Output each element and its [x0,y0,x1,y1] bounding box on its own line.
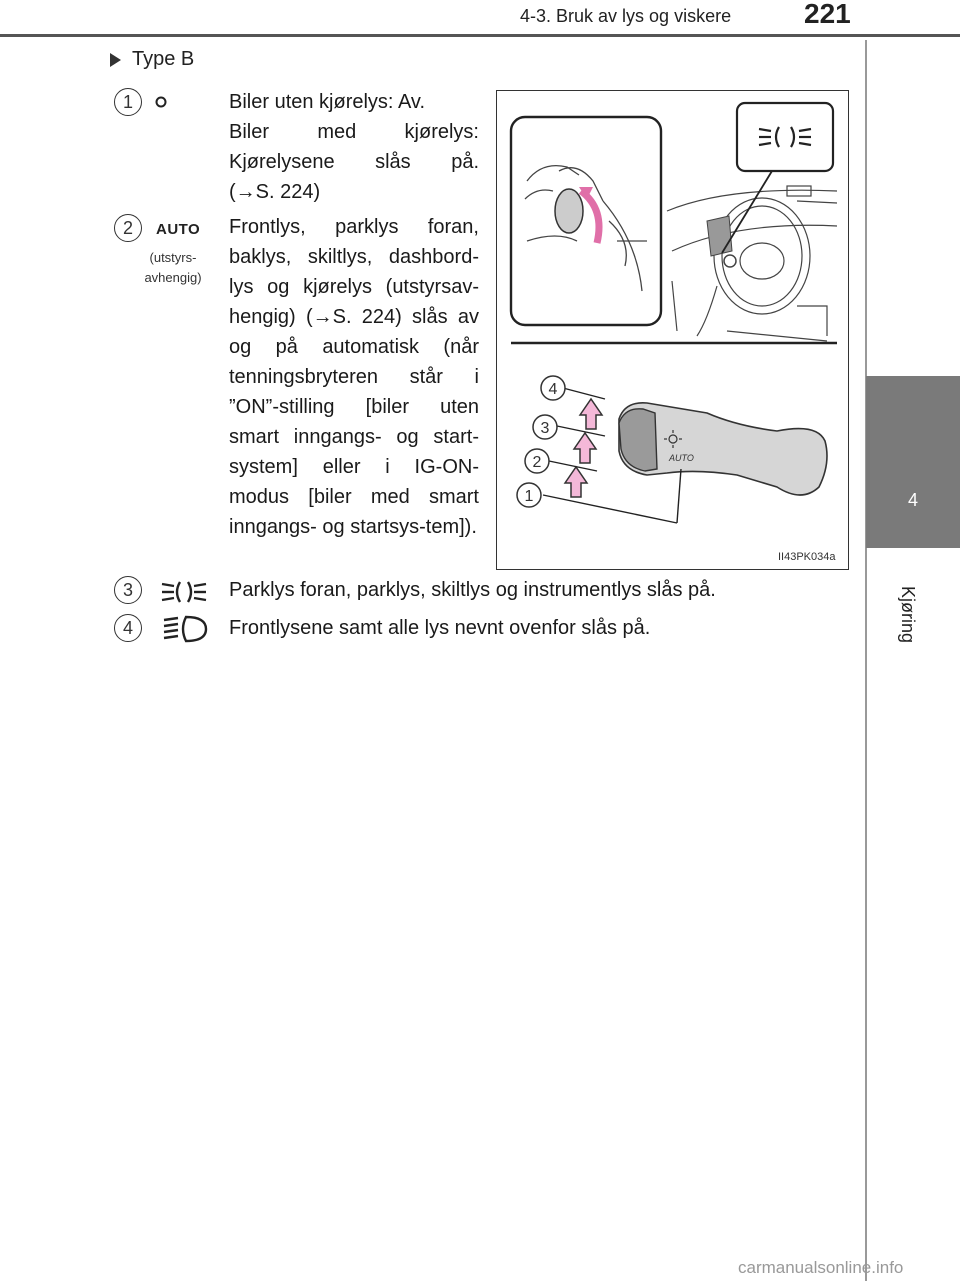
chapter-number: 4 [907,490,918,510]
callout-1: 1 [524,488,534,505]
page-number: 221 [804,0,851,29]
headlight-icon [160,614,208,644]
stalk-tip [724,255,736,267]
item-1-line-3: Kjørelysene slås på. [229,151,479,173]
auto-icon: AUTO [156,221,201,238]
item-1-line-1: Biler uten kjørelys: Av. [229,91,425,113]
arrow-4-icon [580,399,602,429]
section-title: 4-3. Bruk av lys og viskere [520,6,732,26]
equipment-note: (utstyrs-avhengig) [144,250,202,285]
watermark: carmanualsonline.info [738,1258,904,1277]
header-rule [0,34,960,37]
chapter-tab [866,376,960,548]
type-heading: Type B [132,48,195,70]
side-divider [865,40,867,1281]
dashboard-sketch [667,186,837,341]
triangle-bullet-icon [110,53,121,67]
arrow-2-icon [565,467,587,497]
callout-3: 3 [540,420,550,437]
parking-lights-icon [160,578,208,606]
figure-code: II43PK034a [778,551,836,563]
magnified-box [511,117,661,325]
item-number-3: 3 [114,576,142,604]
item-number-2: 2 [114,214,142,242]
item-1-line-4: (→S. 224) [229,181,321,203]
arrow-3-icon [574,433,596,463]
light-switch-illustration [496,90,849,570]
item-3-text: Parklys foran, parklys, skiltlys og instrumentlys slås på. [229,579,716,601]
item-4-text: Frontlysene samt alle lys nevnt ovenfor slås på. [229,617,651,639]
switch-auto-label: AUTO [669,453,694,463]
item-1-line-2: Biler med kjørelys: [229,121,479,143]
chapter-label-text: Kjøring [898,586,918,644]
item-2-text: Frontlys, parklys foran, baklys, skiltlys, dashbord-lys og kjørelys (utstyrsav-hengig) (→S. 224) slås av og på automatisk (når tenningsbryteren står i ”ON”-stilling [biler uten smart inngangs- og start-system] eller i IG-ON-modus [biler med smart inngangs- og startsys-tem]). [229,216,479,538]
chapter-label [888,586,928,706]
illustration-drawing [497,91,847,569]
off-circle-icon [154,95,168,109]
item-1-text [229,87,479,207]
item-number-1: 1 [114,88,142,116]
switch-knob [555,189,583,233]
stalk-small [707,216,732,256]
item-number-4: 4 [114,614,142,642]
callout-pointer [722,171,772,253]
callout-4: 4 [548,381,558,398]
up-arrows [565,399,602,497]
callout-2: 2 [532,454,542,471]
callout-box [737,103,833,171]
